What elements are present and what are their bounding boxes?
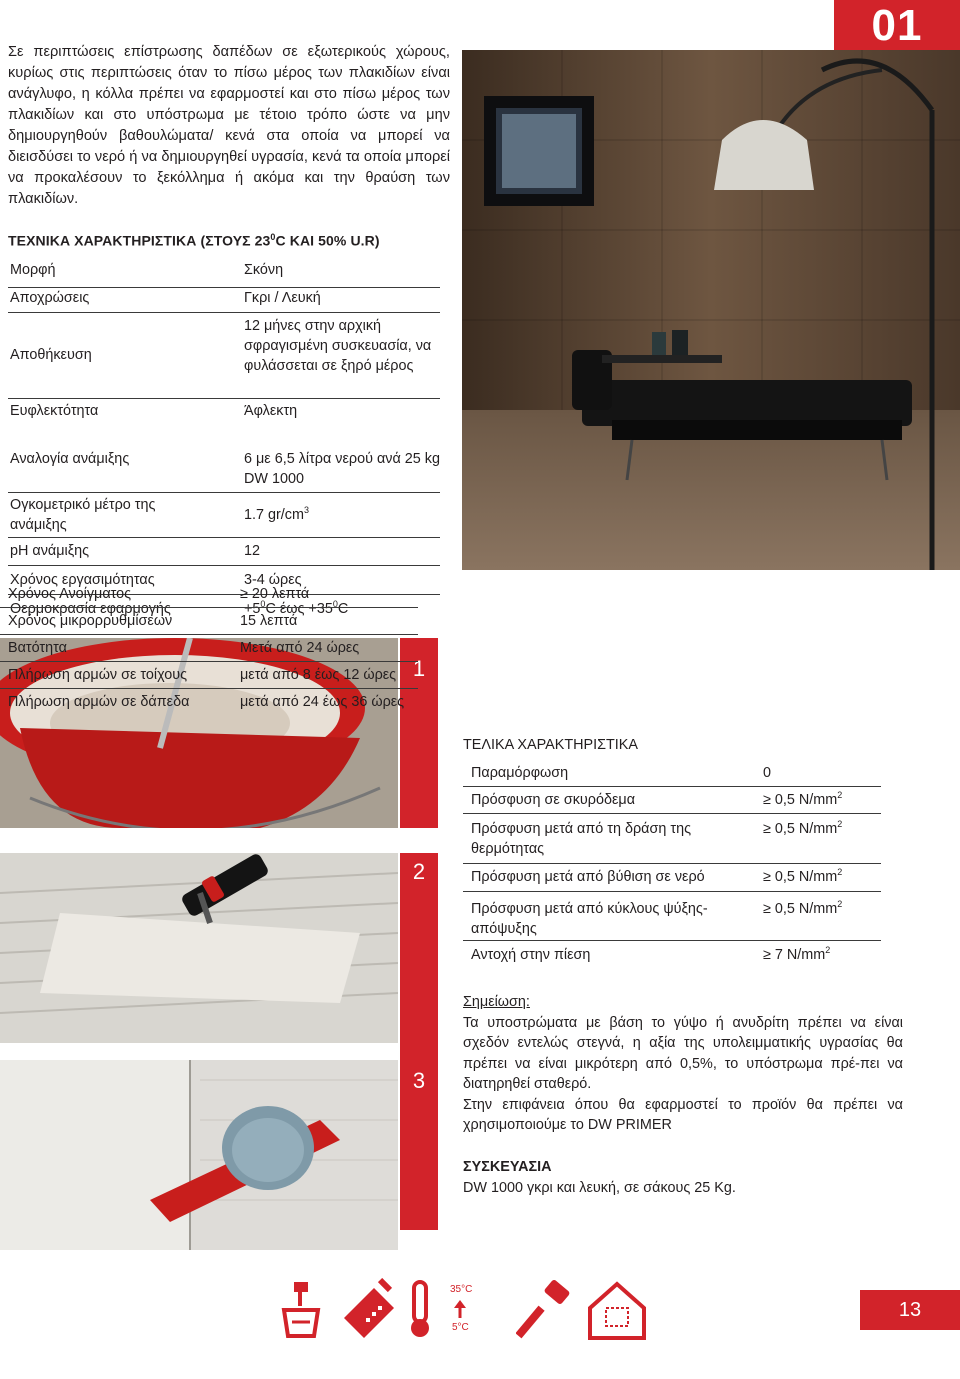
property-value: ≥ 0,5 $N/mm^2$ [763, 899, 843, 917]
spec-label: Μορφή [10, 262, 56, 278]
spec-label: Αναλογία ανάμιξης [10, 451, 130, 467]
table-row [0, 607, 418, 635]
table-row [463, 758, 881, 787]
table-row [8, 260, 440, 288]
spec-label: Χρόνος εργασιμότητας [10, 572, 155, 588]
temperature-range-icon [406, 1278, 486, 1340]
max-temp-label: 35°C [450, 1284, 473, 1295]
table-row [0, 634, 418, 662]
time-value: Μετά από 24 ώρες [240, 640, 360, 656]
spec-value: 3-4 ώρες [244, 572, 302, 588]
property-value: ≥ 0,5 $N/mm^2$ [763, 819, 843, 837]
table-row [463, 786, 881, 814]
time-label: Χρόνος Ανοίγματος [8, 586, 132, 602]
spec-label: Αποθήκευση [10, 347, 92, 363]
spec-value: Γκρι / Λευκή [244, 290, 321, 306]
spec-value: 1.7 $gr/cm^3$ [244, 505, 309, 523]
table-row [8, 312, 440, 399]
spec-label: Αποχρώσεις [10, 290, 90, 306]
mixing-icon [270, 1278, 332, 1340]
property-value: 0 [763, 765, 772, 781]
time-value: μετά από 8 έως 12 ώρες [240, 667, 397, 683]
hammer-illustration [0, 1060, 398, 1250]
spec-value: 12 μήνες στην αρχική σφραγισμένη συσκευασία, να φυλάσσεται σε ξηρό μέρος [244, 318, 432, 374]
time-label: Πλήρωση αρμών σε τοίχους [8, 667, 188, 683]
packaging-section [463, 1157, 903, 1198]
trowel-photo [0, 853, 398, 1043]
spec-label: Ογκομετρικό μέτρο της ανάμιξης [10, 497, 156, 533]
spec-value: $+5^0C$ $έ\omega\varsigma +35^0C$ [244, 599, 349, 617]
spec-label: pH ανάμιξης [10, 543, 90, 559]
time-label: Χρόνος μικρορρυθμίσεων [8, 613, 173, 629]
table-row [463, 891, 881, 941]
property-label: Πρόσφυση σε σκυρόδεμα [471, 792, 636, 808]
spec-label: Ευφλεκτότητα [10, 403, 99, 419]
note-title: Σημείωση: [463, 994, 530, 1010]
table-row [0, 688, 418, 715]
step-marker-2: 2 [400, 853, 438, 1043]
property-label: Πρόσφυση μετά από τη δράση της θερμότητας [471, 821, 692, 857]
note-paragraph-1: Τα υποστρώματα με βάση το γύψο ή ανυδρίτη πρέπει να είναι σχεδόν εντελώς στεγνά, η αξία της υπολειμματικής υγρασίας θα πρέπει να είναι μικρότερη από 0,5%, το υπόστρωμα πρέ-πει να διατηρηθεί σταθερό. [463, 1014, 903, 1092]
time-value: ≥ 20 λεπτά [240, 586, 310, 602]
property-label: Παραμόρφωση [471, 765, 569, 781]
note-section [463, 992, 903, 1136]
spec-label: Θερμοκρασία εφαρμογής [10, 601, 171, 617]
final-characteristics-title: ΤΕΛΙΚΑ ΧΑΡΑΚΤΗΡΙΣΤΙΚΑ [463, 737, 638, 753]
spec-value: Σκόνη [244, 262, 284, 278]
packaging-title: ΣΥΣΚΕΥΑΣΙΑ [463, 1159, 552, 1175]
property-value: ≥ 7 $N/mm^2$ [763, 945, 831, 963]
note-paragraph-2: Στην επιφάνεια όπου θα εφαρμοστεί το προϊόν θα πρέπει να χρησιμοποιούμε το DW PRIMER [463, 1096, 903, 1133]
property-value: ≥ 0,5 $N/mm^2$ [763, 867, 843, 885]
trowel-icon [338, 1278, 400, 1340]
table-row [8, 492, 440, 538]
min-temp-label: 5°C [452, 1322, 469, 1333]
table-row [0, 580, 418, 608]
table-row [463, 863, 881, 892]
spec-value: 6 με 6,5 λίτρα νερού ανά 25 kg DW 1000 [244, 451, 440, 487]
table-row [8, 398, 440, 424]
time-value: μετά από 24 έως 36 ώρες [240, 694, 405, 710]
intro-paragraph: Σε περιπτώσεις επίστρωσης δαπέδων σε εξωτερικούς χώρους, κυρίως στις περιπτώσεις όταν το πίσω μέρος των πλακιδίων είναι ανάγλυφο, η κόλλα πρέπει να εφαρμοστεί και στο πίσω μέρος των πλακιδίων και στο υπόστρωμα με τέτοιο τρόπο ώστε να μην δημιουργηθούν βαθουλώματα/ κενά στα οποία να μπορεί να διεισδύσει το νερό ή να δημιουργηθεί υγρασία, κενά τα οποία μπορεί να προκαλέσουν το ξεκόλλημα ή ακόμα και την θραύση των πλακιδίων. [8, 44, 450, 207]
page-number: 13 [860, 1290, 960, 1330]
step-marker-1: 1 [400, 638, 438, 828]
packaging-text: DW 1000 γκρι και λευκή, σε σάκους 25 Kg. [463, 1179, 736, 1196]
interior-illustration [462, 50, 960, 570]
tech-specs-title: ΤΕΧΝΙΚΑ ΧΑΡΑΚΤΗΡΙΣΤΙΚΑ (ΣΤΟΥΣ $23^0C$ ΚΑΙ 50% U.R) [8, 232, 380, 249]
property-label: Πρόσφυση μετά από βύθιση σε νερό [471, 869, 705, 885]
table-row [463, 940, 881, 967]
time-label: Πλήρωση αρμών σε δάπεδα [8, 694, 190, 710]
table-row [8, 287, 440, 313]
property-value: ≥ 0,5 $N/mm^2$ [763, 790, 843, 808]
property-label: Πρόσφυση μετά από κύκλους ψύξης-απόψυξης [471, 901, 708, 937]
step-marker-3: 3 [400, 1040, 438, 1230]
trowel-illustration [0, 853, 398, 1043]
spec-value: 12 [244, 543, 261, 559]
hammer-icon [516, 1278, 578, 1340]
interior-photo [462, 50, 960, 570]
property-label: Αντοχή στην πίεση [471, 947, 591, 963]
table-row [8, 446, 440, 493]
indoor-outdoor-icon [586, 1278, 648, 1340]
table-row [463, 813, 881, 864]
table-row [0, 661, 418, 689]
chapter-badge: 01 [834, 0, 960, 50]
time-value: 15 λεπτά [240, 613, 298, 629]
time-label: Βατότητα [8, 640, 67, 656]
spec-value: Άφλεκτη [244, 403, 298, 419]
hammer-photo [0, 1060, 398, 1250]
table-row [8, 537, 440, 566]
